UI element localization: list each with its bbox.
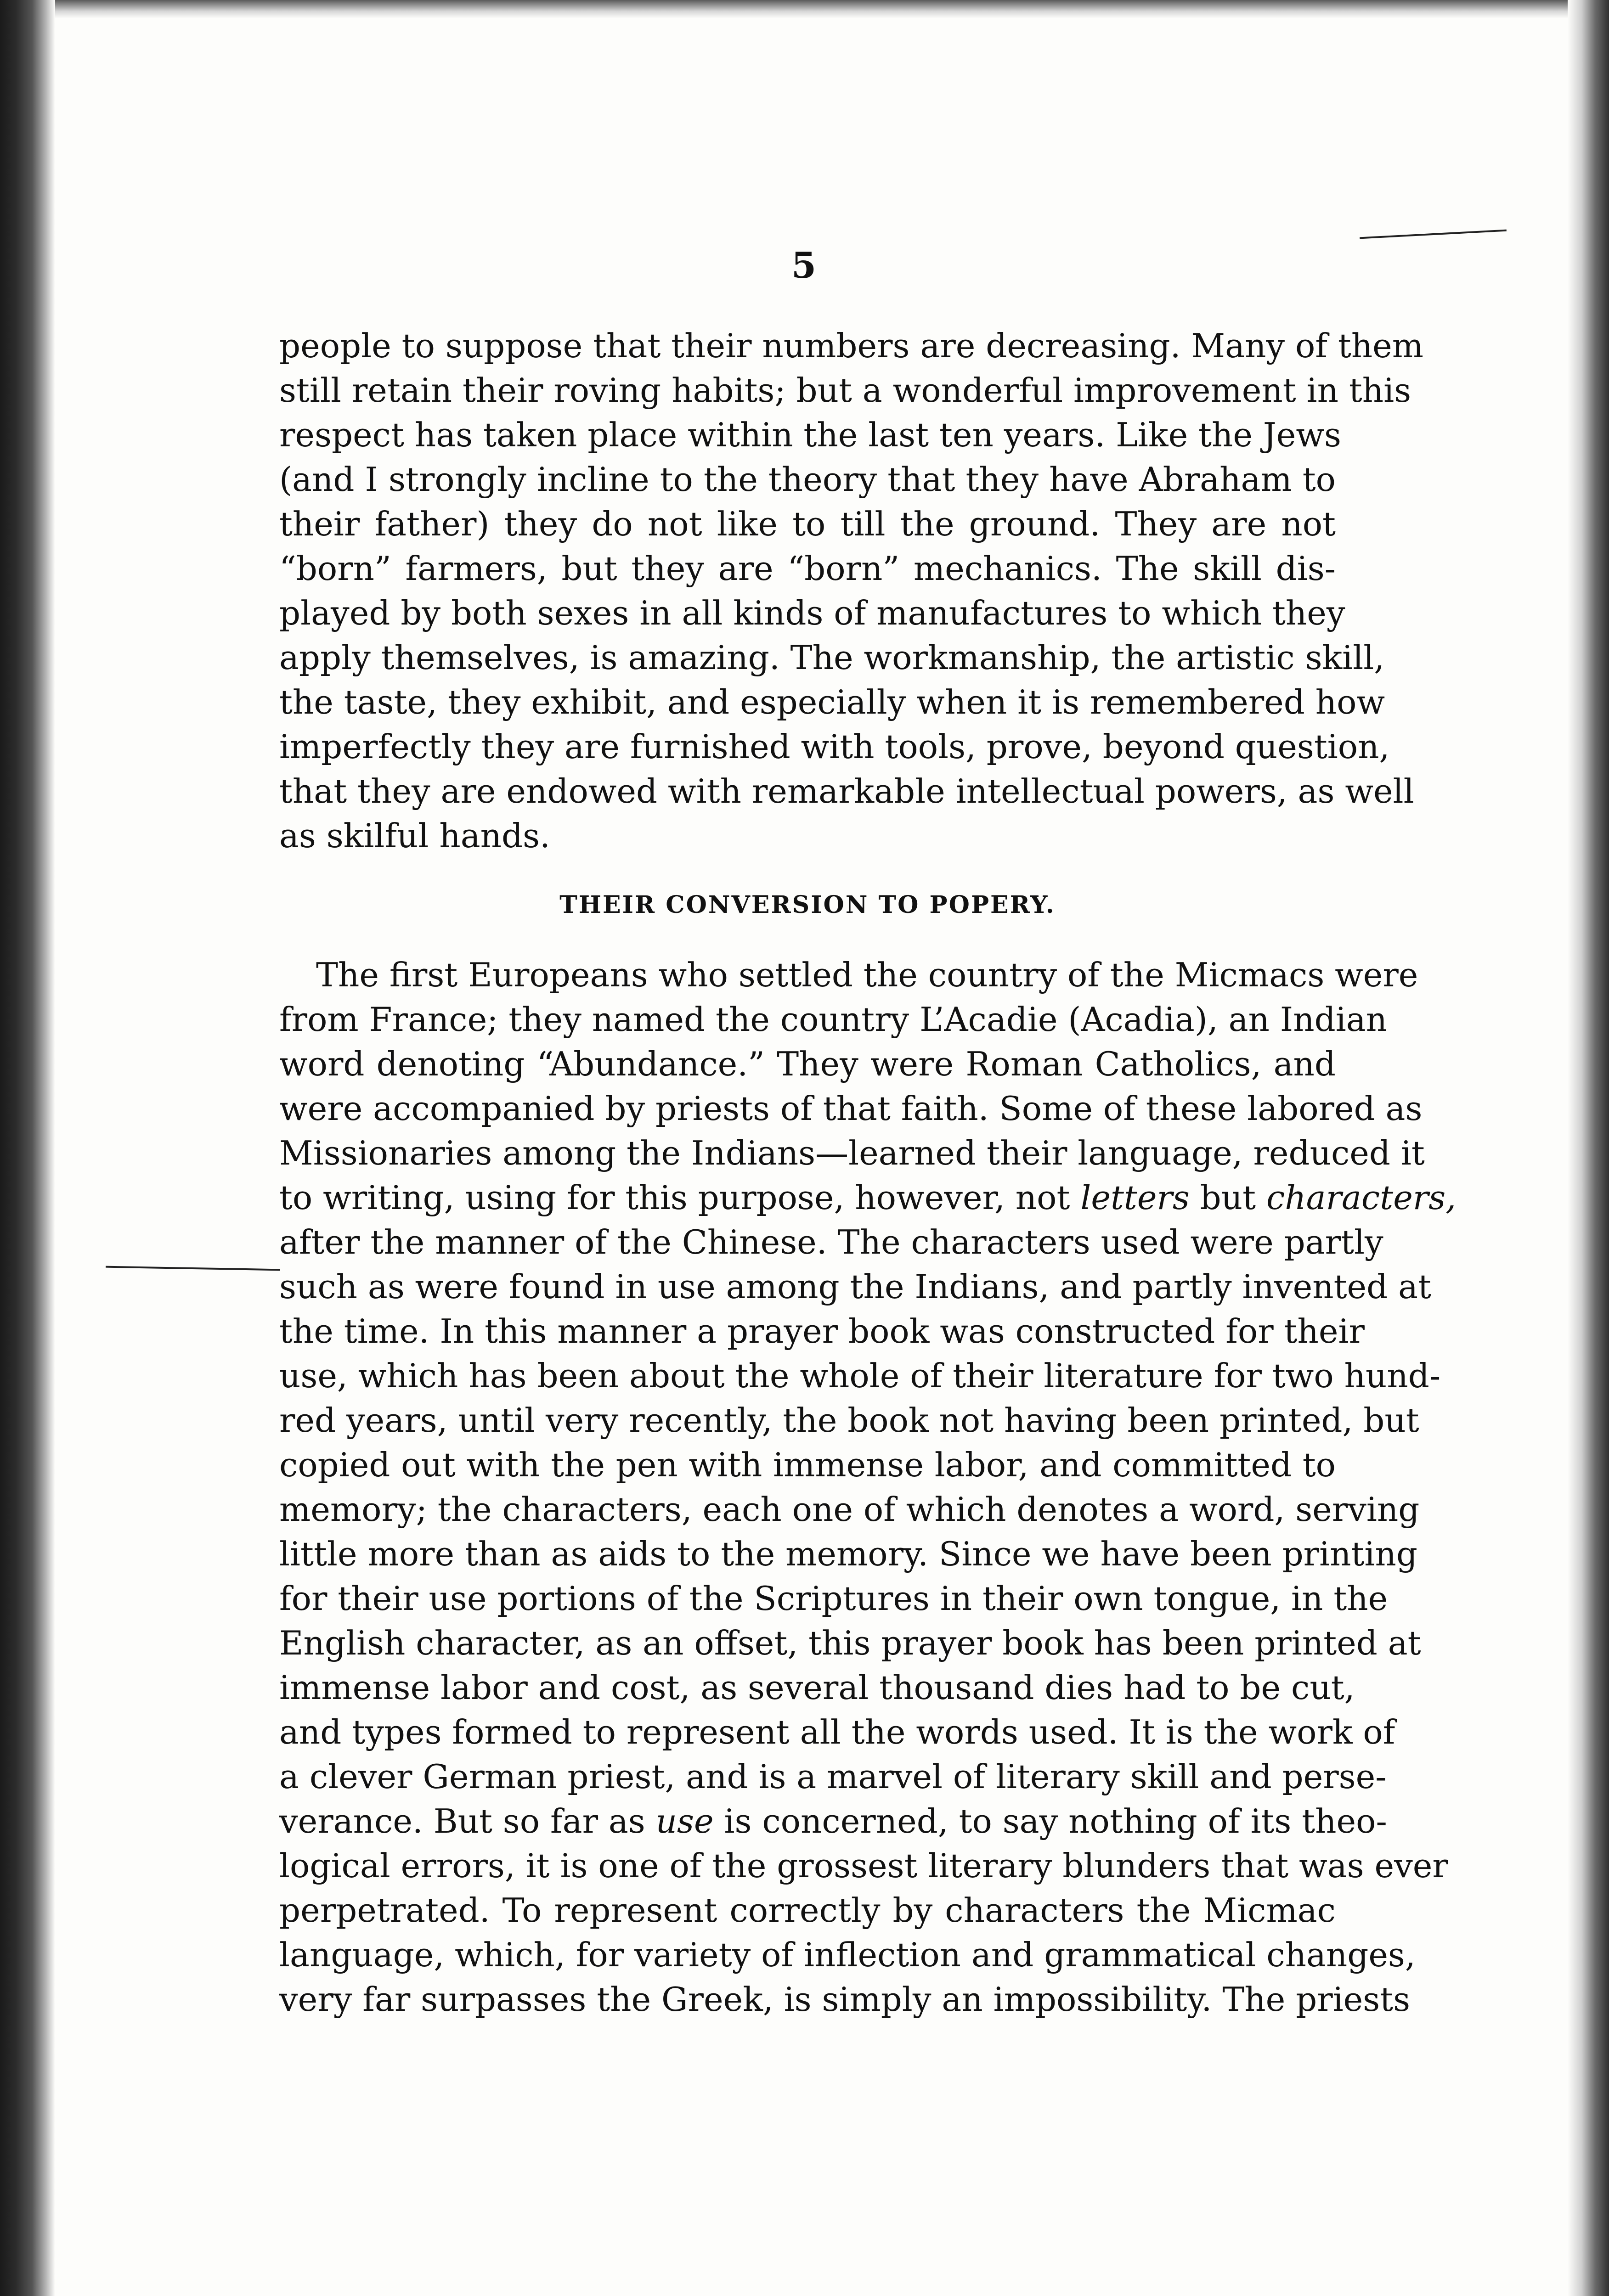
text-line: and types formed to represent all the words used. It is the work of [279, 1713, 1395, 1751]
text-line: use, which has been about the whole of their literature for two hund- [279, 1356, 1441, 1395]
text-line: as skilful hands. [279, 816, 550, 855]
text-line: little more than as aids to the memory. Since we have been printing [279, 1535, 1417, 1573]
italic-text: letters [1080, 1178, 1190, 1217]
text-line-with-italics [279, 1176, 1457, 1220]
pen-mark-top-right [1360, 230, 1507, 239]
text-line: apply themselves, is amazing. The workmanship, the artistic skill, [279, 638, 1385, 677]
text-line: for their use portions of the Scriptures in their own tongue, in the [279, 1579, 1388, 1618]
italic-text: characters, [1266, 1178, 1457, 1217]
scan-border-right [1568, 0, 1609, 2296]
scan-border-left [0, 0, 55, 2296]
text-line: people to suppose that their numbers are decreasing. Many of them [279, 326, 1424, 365]
italic-text: use [655, 1802, 714, 1840]
text-line: played by both sexes in all kinds of manufactures to which they [279, 594, 1345, 632]
section-heading: THEIR CONVERSION TO POPERY. [559, 891, 1056, 919]
text-run: is concerned, to say nothing of its theo- [713, 1802, 1387, 1840]
text-line: their father) they do not like to till the ground. They are not [279, 505, 1336, 543]
paragraph-2 [279, 953, 1457, 2022]
text-line: after the manner of the Chinese. The characters used were partly [279, 1223, 1383, 1261]
text-line: such as were found in use among the Indians, and partly invented at [279, 1267, 1431, 1306]
text-line: (and I strongly incline to the theory that they have Abraham to [279, 460, 1336, 499]
text-line-with-italics [279, 1799, 1387, 1844]
text-line: respect has taken place within the last ten years. Like the Jews [279, 416, 1341, 454]
text-line: “born” farmers, but they are “born” mechanics. The skill dis- [279, 549, 1336, 588]
text-line: language, which, for variety of inflection and grammatical changes, [279, 1936, 1416, 1974]
text-run: verance. But so far as [279, 1802, 656, 1840]
text-line: from France; they named the country L’Acadie (Acadia), an Indian [279, 1000, 1388, 1039]
scan-border-top [0, 0, 1609, 18]
page-number: 5 [791, 245, 817, 287]
text-line: memory; the characters, each one of which denotes a word, serving [279, 1490, 1420, 1529]
text-line: word denoting “Abundance.” They were Roman Catholics, and [279, 1045, 1336, 1083]
paragraph-1 [279, 324, 1424, 858]
text-line: were accompanied by priests of that faith. Some of these labored as [279, 1089, 1423, 1128]
text-line: immense labor and cost, as several thousand dies had to be cut, [279, 1668, 1355, 1707]
text-run: to writing, using for this purpose, however, not [279, 1178, 1081, 1217]
text-line: imperfectly they are furnished with tools, prove, beyond question, [279, 727, 1390, 766]
pen-mark-left-margin [106, 1266, 280, 1271]
text-line: copied out with the pen with immense labor, and committed to [279, 1446, 1336, 1484]
text-line: perpetrated. To represent correctly by characters the Micmac [279, 1891, 1336, 1930]
text-line: still retain their roving habits; but a wonderful improvement in this [279, 371, 1411, 410]
text-line: the taste, they exhibit, and especially when it is remembered how [279, 683, 1385, 721]
text-line: Missionaries among the Indians—learned their language, reduced it [279, 1134, 1425, 1172]
text-line: that they are endowed with remarkable intellectual powers, as well [279, 772, 1414, 810]
text-line: The first Europeans who settled the country of the Micmacs were [316, 956, 1418, 994]
text-line: English character, as an offset, this prayer book has been printed at [279, 1624, 1421, 1662]
text-line: very far surpasses the Greek, is simply an impossibility. The priests [279, 1980, 1411, 2019]
text-line: logical errors, it is one of the grossest literary blunders that was ever [279, 1846, 1448, 1885]
text-line: the time. In this manner a prayer book was constructed for their [279, 1312, 1365, 1351]
text-line: red years, until very recently, the book not having been printed, but [279, 1401, 1419, 1440]
text-run: but [1189, 1178, 1266, 1217]
text-line: a clever German priest, and is a marvel of literary skill and perse- [279, 1757, 1387, 1796]
